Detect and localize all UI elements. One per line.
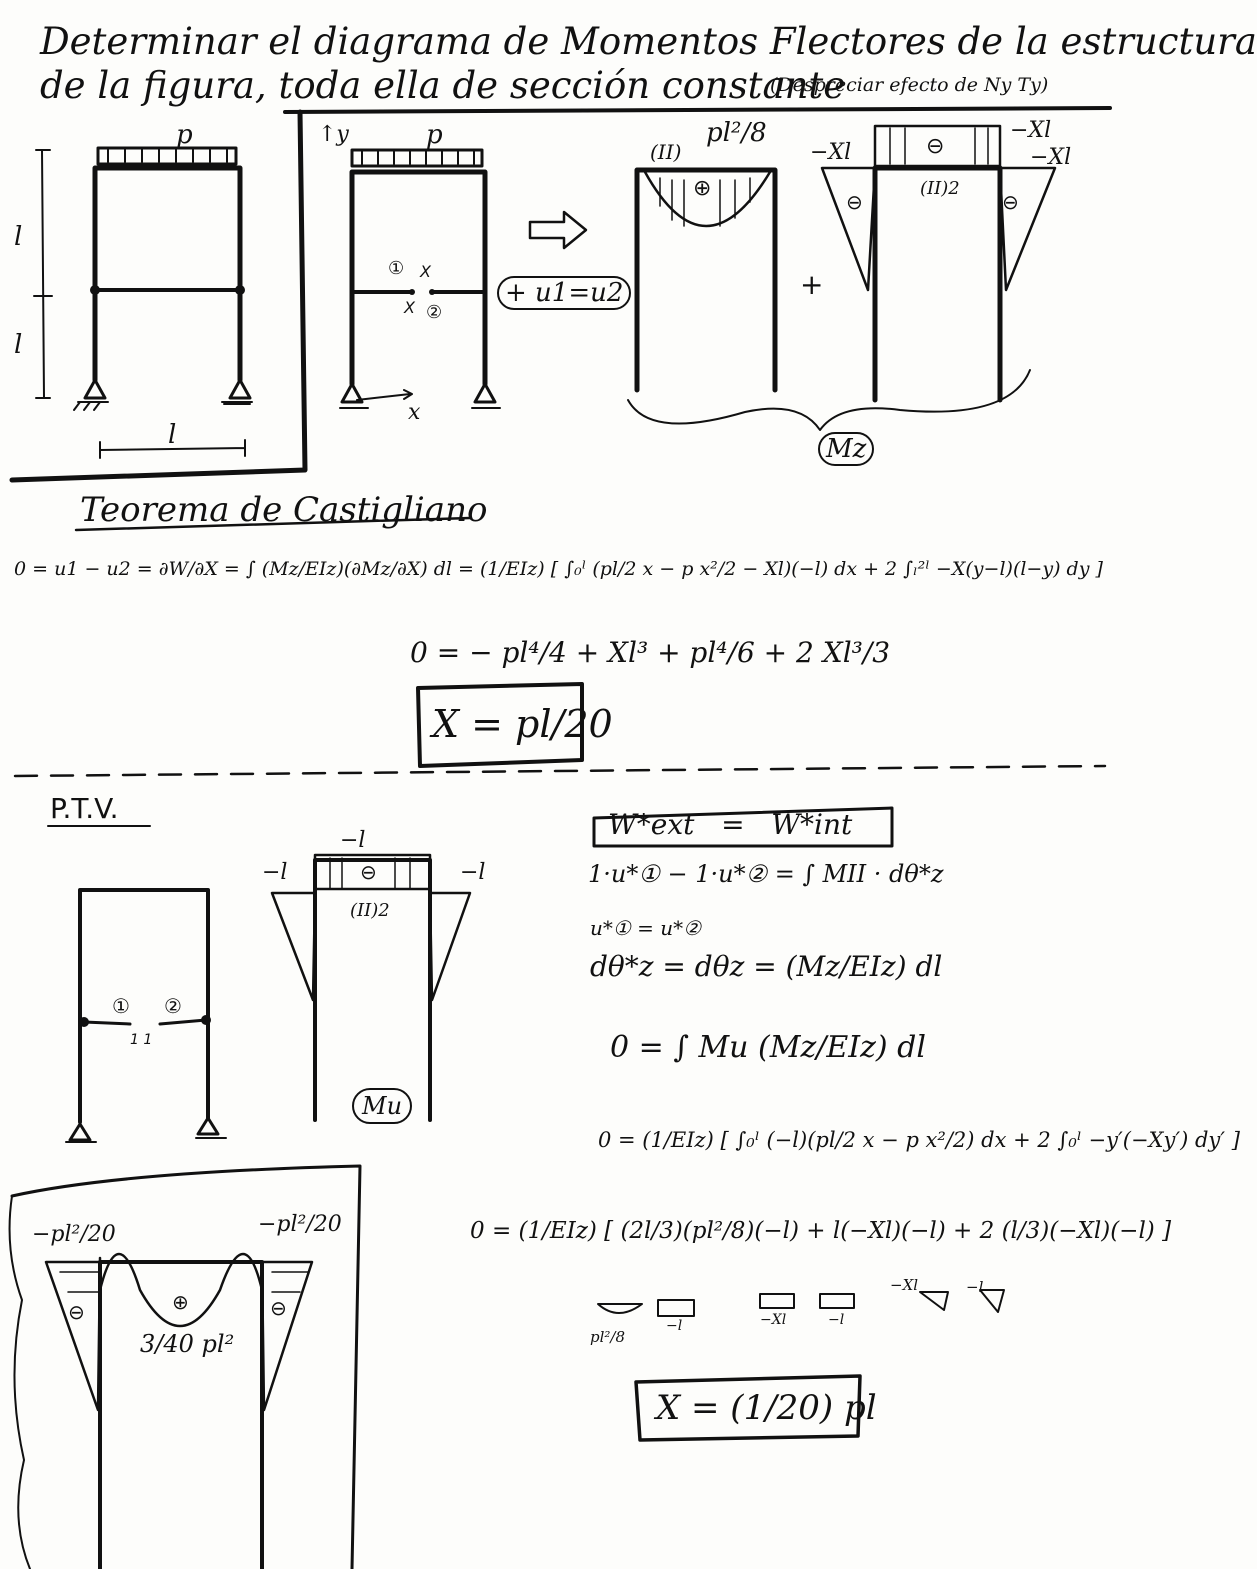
ptv-eq-b: u*① = u*② <box>590 916 702 940</box>
ptv-diag-left: −l <box>262 860 288 885</box>
ptv-eq-c: dθ*z = dθz = (Mz/EIz) dl <box>590 950 943 983</box>
ptv-eq-work: W*ext = W*int <box>608 808 853 841</box>
figure3-diagrams <box>628 126 1055 430</box>
fig3-parab-sign: (II) <box>650 140 682 164</box>
ptv-result: X = (1/20) pl <box>656 1388 877 1428</box>
ptv-sketch-3: −Xl <box>760 1312 787 1328</box>
title-note: (Despreciar efecto de Ny Ty) <box>770 74 1049 96</box>
fig3-minus-right2: −Xl <box>1030 145 1072 170</box>
fig3-sym-label: (II)2 <box>920 178 960 199</box>
ptv-eq-f: 0 = (1/EIz) [ (2l/3)(pl²/8)(−l) + l(−Xl)(−l) + 2 (l/3)(−Xl)(−l) ] <box>470 1218 1172 1244</box>
ptv-sketch-2: −l <box>666 1318 683 1334</box>
final-minus-sym-left: ⊖ <box>68 1300 85 1324</box>
figure1-frame <box>34 148 252 458</box>
figure2-axis-y: ↑y <box>318 122 349 147</box>
title-line-1: Determinar el diagrama de Momentos Flectores de la estructura <box>40 20 1257 63</box>
ptv-ones: 1 1 <box>130 1032 153 1048</box>
ptv-diag-minus: ⊖ <box>360 860 377 884</box>
ptv-mu: Mu <box>352 1088 412 1124</box>
ptv-diag-label: (II)2 <box>350 900 390 921</box>
castigliano-eq1: 0 = u1 − u2 = ∂W/∂X = ∫ (Mz/EIz)(∂Mz/∂X) dl = (1/EIz) [ ∫₀ˡ (pl/2 x − p x²/2 − Xl)(−l) dx + 2 ∫ₗ²ˡ −X(y−l)(l−y) dy ] <box>14 558 1103 580</box>
final-left-value: −pl²/20 <box>32 1222 116 1247</box>
ptv-diag-top: −l <box>340 828 366 853</box>
ptv-sketch-1: pl²/8 <box>590 1328 626 1346</box>
figure1-dim-top: l <box>14 222 23 252</box>
fig3-col-minus-left: ⊖ <box>846 190 863 214</box>
ptv-eq-d: 0 = ∫ Mu (Mz/EIz) dl <box>610 1030 926 1065</box>
final-right-value: −pl²/20 <box>258 1212 342 1237</box>
castigliano-eq2: 0 = − pl⁴/4 + Xl³ + pl⁴/6 + 2 Xl³/3 <box>410 636 891 669</box>
final-minus-sym-right: ⊖ <box>270 1296 287 1320</box>
figure2-force-bottom: X <box>404 298 415 317</box>
fig3-mz: Mz <box>818 432 874 466</box>
figure2-compat: + u1=u2 <box>497 276 631 310</box>
fig3-beam-minus: ⊖ <box>926 134 945 159</box>
fig3-col-minus-right: ⊖ <box>1002 190 1019 214</box>
figure2-cut-left: ① <box>388 258 405 279</box>
figure2-load-label: p <box>426 120 443 150</box>
header-underline <box>285 108 1110 112</box>
final-mid-value: 3/40 pl² <box>140 1330 235 1358</box>
figure1-dim-span: l <box>168 420 177 450</box>
title-line-2: de la figura, toda ella de sección constante <box>40 64 846 107</box>
fig3-minus-left: −Xl <box>810 140 852 165</box>
fig3-minus-right: −Xl <box>1010 118 1052 143</box>
ptv-sketch-6: −l <box>966 1278 984 1296</box>
fig3-parab-plus: ⊕ <box>693 176 712 201</box>
ptv-eq-a: 1·u*① − 1·u*② = ∫ MII · dθ*z <box>588 860 944 888</box>
ptv-diag-right: −l <box>460 860 486 885</box>
figure1-dim-bottom: l <box>14 330 23 360</box>
castigliano-heading: Teorema de Castigliano <box>80 490 488 530</box>
ptv-eq-e: 0 = (1/EIz) [ ∫₀ˡ (−l)(pl/2 x − p x²/2) dx + 2 ∫₀ˡ −y′(−Xy′) dy′ ] <box>598 1128 1240 1152</box>
ptv-sketch-4: −l <box>828 1312 845 1328</box>
figure2-cut-right: ② <box>426 302 443 323</box>
ptv-cut-1: ① <box>112 994 130 1018</box>
fig3-plus: + <box>800 268 824 301</box>
ptv-sketch-shapes <box>598 1290 1004 1316</box>
fig3-parab-value: pl²/8 <box>706 118 767 148</box>
ptv-heading: P.T.V. <box>50 792 119 825</box>
final-plus-sym: ⊕ <box>172 1290 189 1314</box>
ptv-sketch-5: −Xl <box>890 1276 919 1294</box>
dashed-separator <box>15 766 1105 776</box>
figure2-force-top: X <box>420 262 431 281</box>
figure1-load-label: p <box>176 120 193 150</box>
castigliano-result: X = pl/20 <box>432 702 613 746</box>
figure2-axis-x: x <box>408 400 421 425</box>
ptv-cut-2: ② <box>164 994 182 1018</box>
